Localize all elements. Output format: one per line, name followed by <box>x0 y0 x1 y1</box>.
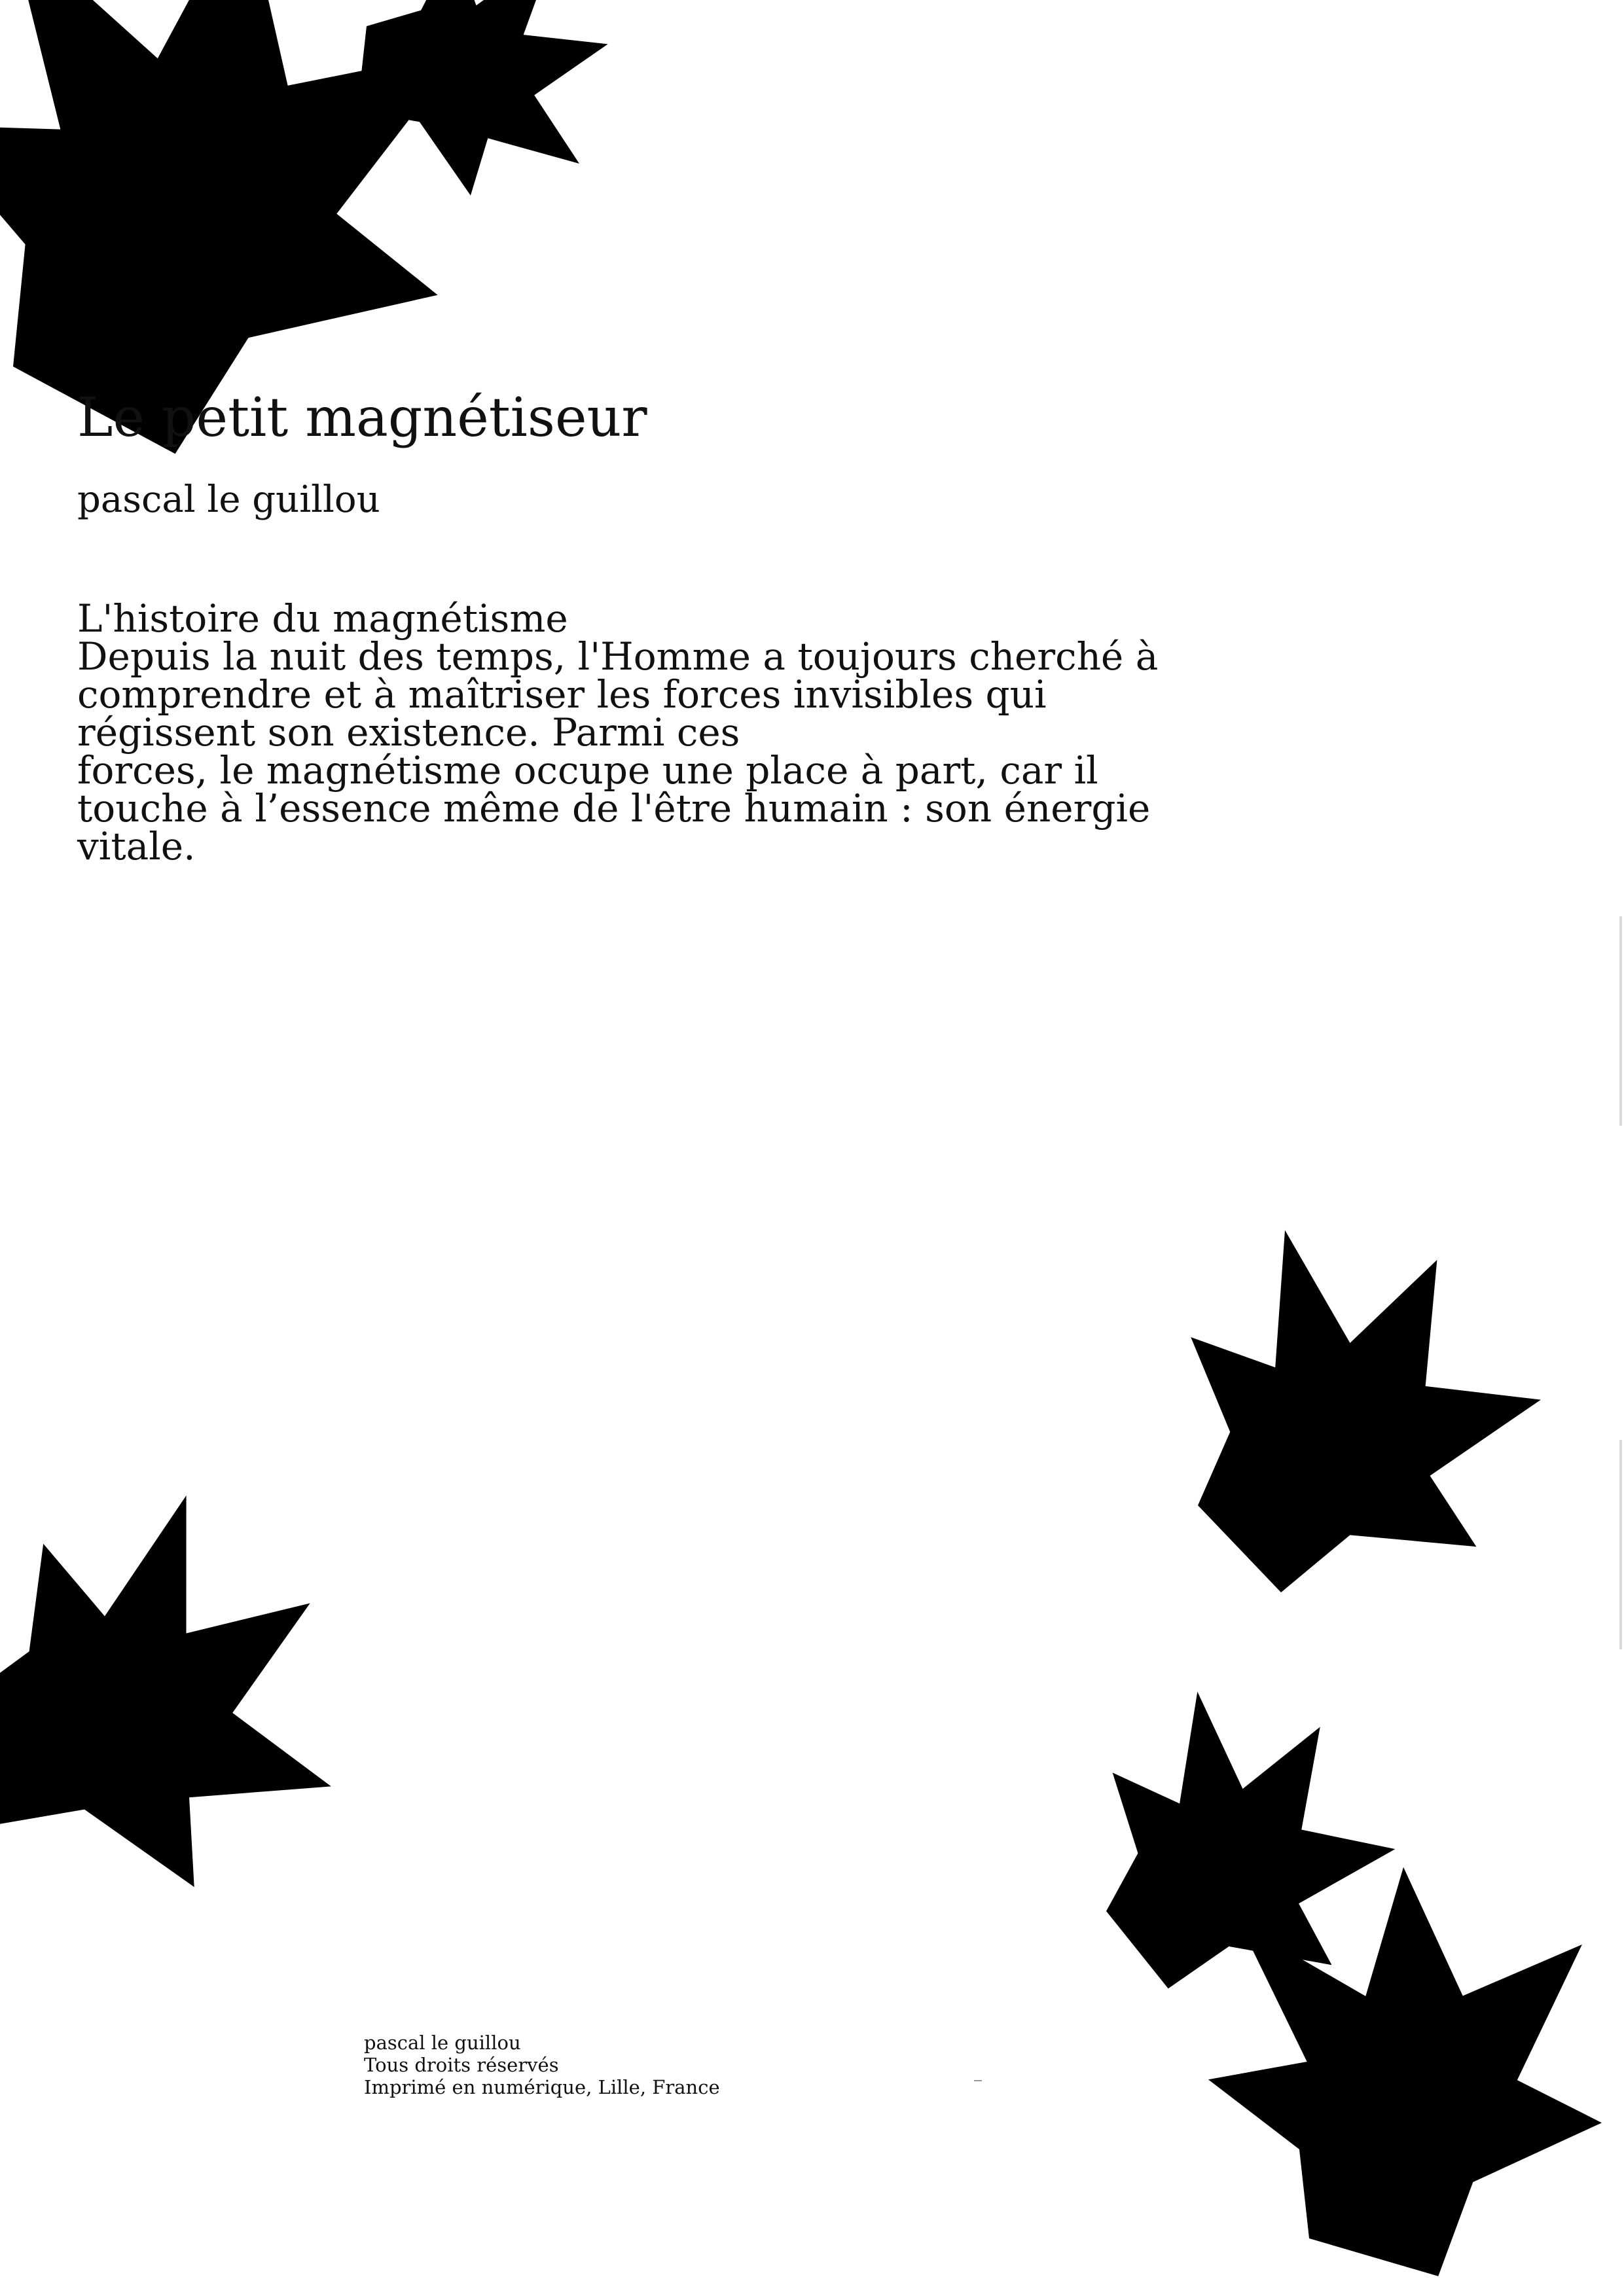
colophon-printing: Imprimé en numérique, Lille, France <box>364 2076 720 2098</box>
excerpt-line: régissent son existence. Parmi ces <box>77 710 740 755</box>
excerpt-line: Depuis la nuit des temps, l'Homme a toujours cherché à <box>77 634 1159 679</box>
excerpt <box>77 596 1321 869</box>
excerpt-heading: L'histoire du magnétisme <box>77 596 568 641</box>
excerpt-line: touche à l’essence même de l'être humain : son énergie <box>77 786 1151 831</box>
colophon-author: pascal le guillou <box>364 2032 521 2054</box>
excerpt-line: vitale. <box>77 824 196 869</box>
excerpt-line: forces, le magnétisme occupe une place à part, car il <box>77 748 1098 793</box>
dash-mark <box>974 2080 982 2081</box>
book-title: Le petit magnétiseur <box>77 387 647 449</box>
excerpt-line: comprendre et à maîtriser les forces invisibles qui <box>77 672 1047 717</box>
book-author: pascal le guillou <box>77 478 380 521</box>
colophon <box>364 2032 720 2098</box>
colophon-rights: Tous droits réservés <box>364 2054 559 2076</box>
